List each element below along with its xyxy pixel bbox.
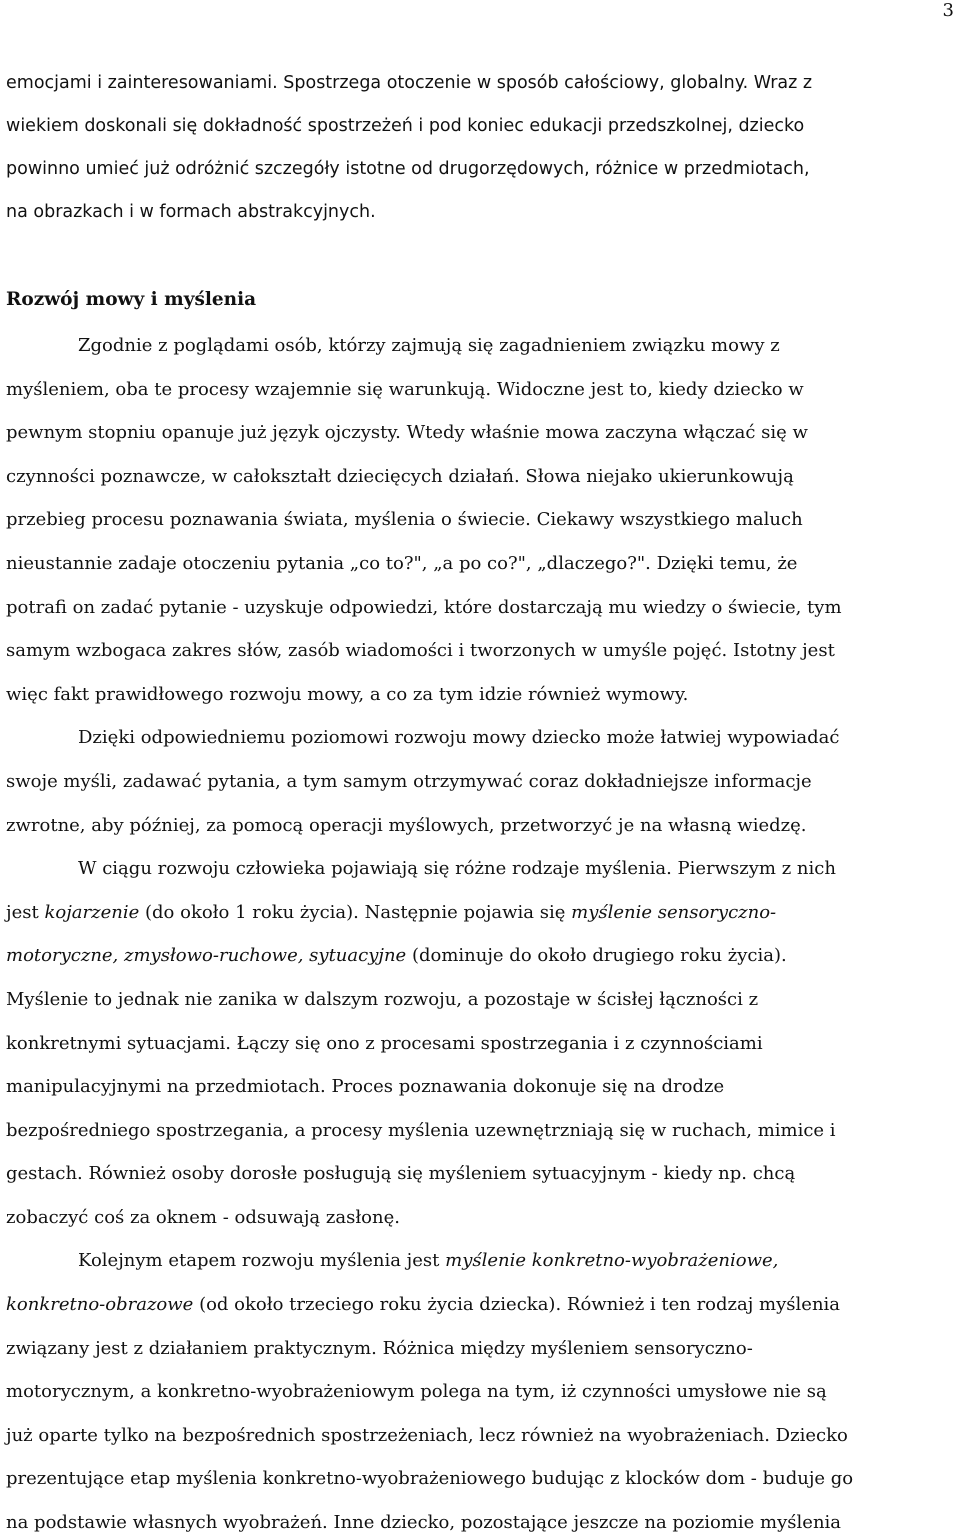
text-line: W ciągu rozwoju człowieka pojawiają się różne rodzaje myślenia. Pierwszym z nich: [78, 858, 836, 880]
text-line: Myślenie to jednak nie zanika w dalszym rozwoju, a pozostaje w ścisłej łączności z: [6, 988, 759, 1010]
term-italic: myślenie konkretno-wyobrażeniowe,: [445, 1250, 779, 1272]
text-line: na obrazkach i w formach abstrakcyjnych.: [6, 202, 376, 222]
text-run: Kolejnym etapem rozwoju myślenia jest: [78, 1250, 440, 1272]
text-line: gestach. Również osoby dorosłe posługują się myśleniem sytuacyjnym - kiedy np. chcą: [6, 1163, 796, 1185]
term-italic: motoryczne, zmysłowo-ruchowe, sytuacyjne: [6, 945, 407, 967]
text-line: wiekiem doskonali się dokładność spostrzeżeń i pod koniec edukacji przedszkolnej, dziecko: [6, 116, 805, 136]
text-line: prezentujące etap myślenia konkretno-wyobrażeniowego budując z klocków dom - buduje go: [6, 1468, 854, 1490]
text-run: (do około 1 roku życia). Następnie pojawia się: [145, 901, 566, 923]
text-line: przebieg procesu poznawania świata, myślenia o świecie. Ciekawy wszystkiego maluch: [6, 509, 803, 531]
text-line: zobaczyć coś za oknem - odsuwają zasłonę.: [6, 1206, 400, 1228]
page-number: 3: [942, 0, 954, 21]
text-line: nieustannie zadaje otoczeniu pytania „co to?", „a po co?", „dlaczego?". Dzięki temu, że: [6, 552, 798, 574]
section-heading: Rozwój mowy i myślenia: [6, 289, 257, 310]
term-italic: myślenie sensoryczno-: [571, 901, 777, 923]
text-line-mixed: [6, 934, 956, 978]
term-italic: kojarzenie: [44, 901, 140, 923]
paragraph-perception: [6, 62, 956, 234]
text-line: manipulacyjnymi na przedmiotach. Proces poznawania dokonuje się na drodze: [6, 1076, 725, 1098]
text-line: emocjami i zainteresowaniami. Spostrzega otoczenie w sposób całościowy, globalny. Wraz z: [6, 73, 813, 93]
text-run: jest: [6, 901, 39, 923]
text-line: już oparte tylko na bezpośrednich spostrzeżeniach, lecz również na wyobrażeniach. Dziecko: [6, 1424, 848, 1446]
text-line: Zgodnie z poglądami osób, którzy zajmują się zagadnieniem związku mowy z: [78, 335, 780, 356]
text-line: pewnym stopniu opanuje już język ojczysty. Wtedy właśnie mowa zaczyna włączać się w: [6, 422, 808, 444]
text-line: na podstawie własnych wyobrażeń. Inne dziecko, pozostające jeszcze na poziomie myślenia: [6, 1512, 842, 1533]
text-line: samym wzbogaca zakres słów, zasób wiadomości i tworzonych w umyśle pojęć. Istotny jest: [6, 640, 835, 662]
text-line: myśleniem, oba te procesy wzajemnie się warunkują. Widoczne jest to, kiedy dziecko w: [6, 378, 804, 400]
text-line-mixed: [6, 1239, 956, 1283]
text-run: (dominuje do około drugiego roku życia).: [411, 945, 787, 967]
term-italic: konkretno-obrazowe: [6, 1294, 194, 1316]
text-line-mixed: [6, 1283, 956, 1327]
text-line: związany jest z działaniem praktycznym. Różnica między myśleniem sensoryczno-: [6, 1337, 753, 1359]
text-line: czynności poznawcze, w całokształt dziecięcych działań. Słowa niejako ukierunkowują: [6, 465, 794, 487]
text-run: (od około trzeciego roku życia dziecka). Również i ten rodzaj myślenia: [199, 1294, 841, 1316]
text-line-mixed: [6, 891, 956, 935]
text-line: zwrotne, aby później, za pomocą operacji myślowych, przetworzyć je na własną wiedzę.: [6, 814, 807, 836]
text-line: więc fakt prawidłowego rozwoju mowy, a co za tym idzie również wymowy.: [6, 683, 689, 705]
text-line: potrafi on zadać pytanie - uzyskuje odpowiedzi, które dostarczają mu wiedzy o świecie, tym: [6, 596, 842, 618]
paragraph-body: [6, 324, 956, 1533]
text-line: bezpośredniego spostrzegania, a procesy myślenia uzewnętrzniają się w ruchach, mimice i: [6, 1119, 836, 1141]
text-line: Dzięki odpowiedniemu poziomowi rozwoju mowy dziecko może łatwiej wypowiadać: [78, 727, 840, 749]
text-line: powinno umieć już odróżnić szczegóły istotne od drugorzędowych, różnice w przedmiotach,: [6, 159, 810, 179]
text-line: konkretnymi sytuacjami. Łączy się ono z procesami spostrzegania i z czynnościami: [6, 1032, 763, 1054]
text-line: motorycznym, a konkretno-wyobrażeniowym polega na tym, iż czynności umysłowe nie są: [6, 1381, 827, 1403]
text-line: swoje myśli, zadawać pytania, a tym samym otrzymywać coraz dokładniejsze informacje: [6, 770, 812, 792]
